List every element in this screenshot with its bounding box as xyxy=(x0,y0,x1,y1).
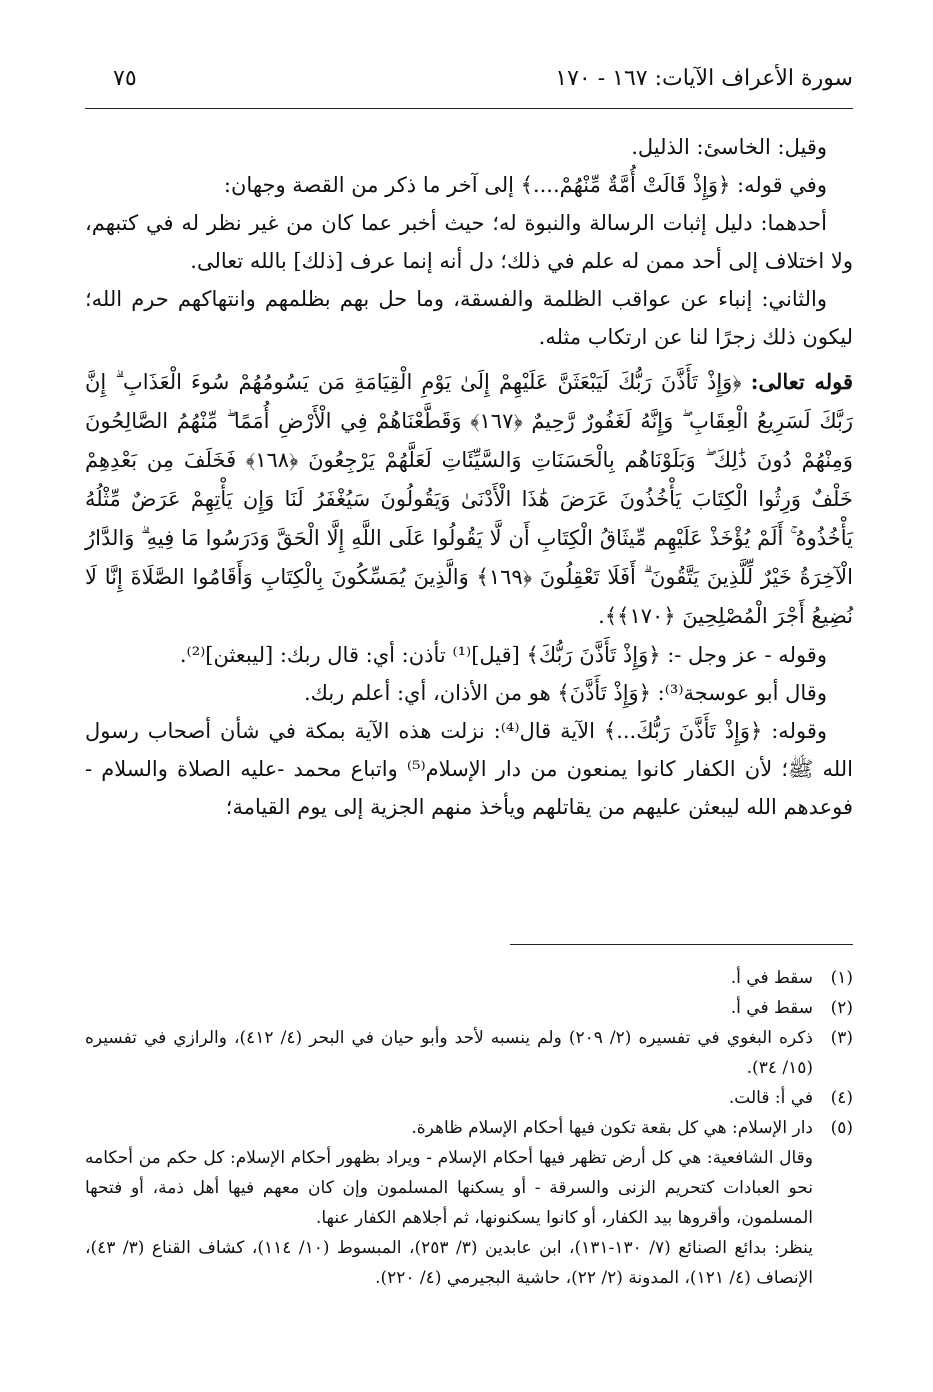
page-header xyxy=(85,60,853,109)
paragraph-2: وفي قوله: ﴿وَإِذْ قَالَتْ أُمَّةٌ مِّنْهُمْ....﴾ إلى آخر ما ذكر من القصة وجهان: xyxy=(223,173,827,197)
running-title: سورة الأعراف الآيات: ١٦٧ - ١٧٠ xyxy=(555,66,853,91)
verse-label: قوله تعالى: xyxy=(750,369,853,394)
footnote-text: سقط في أ. xyxy=(730,968,813,988)
footnote-5-continuation-2: ينظر: بدائع الصنائع (٧/ ١٣٠-١٣١)، ابن عابدين (٣/ ٢٥٣)، المبسوط (١٠/ ١١٤)، كشاف القناع (٣/ ٤٣)، الإنصاف (٤/ ١٢١)، المدونة (٢/ ٢٢)، حاشية البجيرمي (٤/ ٢٢٠). xyxy=(85,1238,813,1288)
footnote-number: (٣) xyxy=(830,1028,853,1048)
footnote-number: (٢) xyxy=(830,998,853,1018)
paragraph-6: وقال أبو عوسجة⁽³⁾: ﴿وَإِذْ تَأَذَّنَ﴾ هو من الأذان، أي: أعلم ربك. xyxy=(303,681,827,705)
quran-verse-block xyxy=(85,362,853,636)
footnote-number: (١) xyxy=(830,968,853,988)
verse-text: ﴿وَإِذْ تَأَذَّنَ رَبُّكَ لَيَبْعَثَنَّ عَلَيْهِمْ إِلَىٰ يَوْمِ الْقِيَامَةِ مَن يَسُومُهُمْ سُوءَ الْعَذَابِ ۗ إِنَّ رَبَّكَ لَسَرِيعُ الْعِقَابِ ۖ وَإِنَّهُ لَغَفُورٌ رَّحِيمٌ ﴿١٦٧﴾ وَقَطَّعْنَاهُمْ فِي الْأَرْضِ أُمَمًا ۖ مِّنْهُمُ الصَّالِحُونَ وَمِنْهُمْ دُونَ ذَٰلِكَ ۖ وَبَلَوْنَاهُم بِالْحَسَنَاتِ وَالسَّيِّئَاتِ لَعَلَّهُمْ يَرْجِعُونَ ﴿١٦٨﴾ فَخَلَفَ مِن بَعْدِهِمْ خَلْفٌ وَرِثُوا الْكِتَابَ يَأْخُذُونَ عَرَضَ هَٰذَا الْأَدْنَىٰ وَيَقُولُونَ سَيُغْفَرُ لَنَا وَإِن يَأْتِهِمْ عَرَضٌ مِّثْلُهُ يَأْخُذُوهُ ۚ أَلَمْ يُؤْخَذْ عَلَيْهِم مِّيثَاقُ الْكِتَابِ أَن لَّا يَقُولُوا عَلَى اللَّهِ إِلَّا الْحَقَّ وَدَرَسُوا مَا فِيهِ ۗ وَالدَّارُ الْآخِرَةُ خَيْرٌ لِّلَّذِينَ يَتَّقُونَ ۗ أَفَلَا تَعْقِلُونَ ﴿١٦٩﴾ وَالَّذِينَ يُمَسِّكُونَ بِالْكِتَابِ وَأَقَامُوا الصَّلَاةَ إِنَّا لَا نُضِيعُ أَجْرَ الْمُصْلِحِينَ ﴿١٧٠﴾﴾. xyxy=(85,370,853,628)
main-text xyxy=(85,128,853,826)
footnote-5 xyxy=(85,1113,853,1143)
paragraph-3: أحدهما: دليل إثبات الرسالة والنبوة له؛ حيث أخبر عما كان من غير نظر له في كتبهم، ولا اختلاف إلى أحد ممن له علم في ذلك؛ دل أنه إنما عرف [ذلك] بالله تعالى. xyxy=(85,211,853,273)
footnote-text: في أ: قالت. xyxy=(728,1088,813,1108)
paragraph-5: وقوله - عز وجل -: ﴿وَإِذْ تَأَذَّنَ رَبُّكَ﴾ [قيل]⁽¹⁾ تأذن: أي: قال ربك: [ليبعثن]⁽²⁾. xyxy=(179,643,827,667)
footnote-4 xyxy=(85,1083,853,1113)
footnote-text: سقط في أ. xyxy=(730,998,813,1018)
footnote-3 xyxy=(85,1023,853,1083)
footnote-text: ذكره البغوي في تفسيره (٢/ ٢٠٩) ولم ينسبه لأحد وأبو حيان في البحر (٤/ ٤١٢)، والرازي في تفسيره (١٥/ ٣٤). xyxy=(85,1028,813,1078)
paragraph-7: وقوله: ﴿وَإِذْ تَأَذَّنَ رَبُّكَ...﴾ الآية قال⁽⁴⁾: نزلت هذه الآية بمكة في شأن أصحاب رسول الله ﷺ؛ لأن الكفار كانوا يمنعون من دار الإسلام⁽⁵⁾ واتباع محمد -عليه الصلاة والسلام - فوعدهم الله ليبعثن عليهم من يقاتلهم ويأخذ منهم الجزية إلى يوم القيامة؛ xyxy=(85,719,853,819)
footnote-number: (٤) xyxy=(830,1088,853,1108)
footnote-2 xyxy=(85,993,853,1023)
footnote-text: دار الإسلام: هي كل بقعة تكون فيها أحكام الإسلام ظاهرة. xyxy=(411,1118,813,1138)
footnote-separator xyxy=(510,944,853,945)
paragraph-1: وقيل: الخاسئ: الذليل. xyxy=(631,135,827,159)
footnotes xyxy=(85,963,853,1293)
footnote-5-continuation-1: وقال الشافعية: هي كل أرض تظهر فيها أحكام الإسلام - ويراد بظهور أحكام الإسلام: كل حكم من أحكامه نحو العبادات كتحريم الزنى والسرقة - أو يسكنها المسلمون وإن كان معهم فيها أهل ذمة، أو فتحها المسلمون، وأقروها بيد الكفار، أو كانوا يسكنونها، ثم أجلاهم الكفار عنها. xyxy=(85,1148,813,1228)
paragraph-4: والثاني: إنباء عن عواقب الظلمة والفسقة، وما حل بهم بظلمهم وانتهاكهم حرم الله؛ ليكون ذلك زجرًا لنا عن ارتكاب مثله. xyxy=(85,287,853,349)
page-number: ٧٥ xyxy=(113,66,137,91)
footnote-number: (٥) xyxy=(830,1118,853,1138)
footnote-1 xyxy=(85,963,853,993)
